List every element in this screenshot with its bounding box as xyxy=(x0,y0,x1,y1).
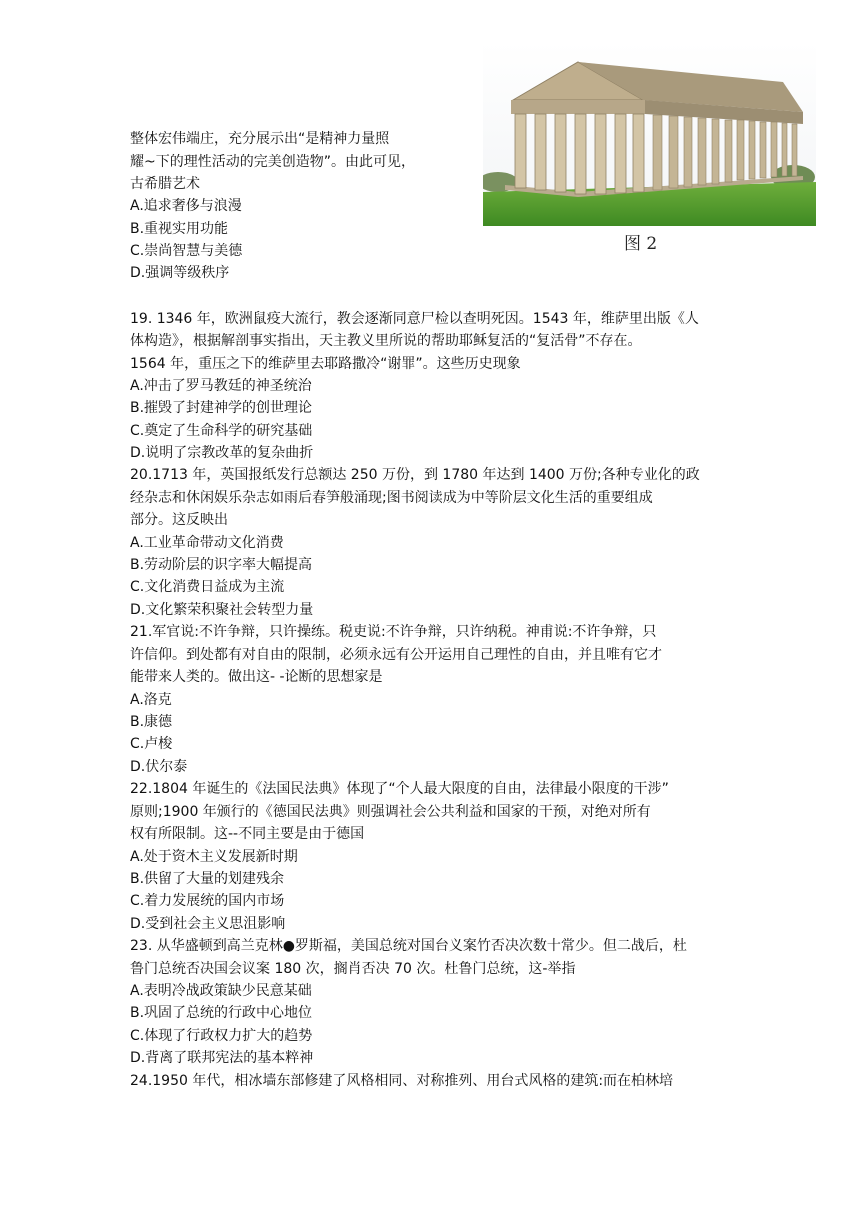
option-line: D.说明了宗教改革的复杂曲折 xyxy=(130,445,314,461)
option-line: C.体现了行政权力扩大的趋势 xyxy=(130,1028,313,1044)
question-line: 部分。这反映出 xyxy=(130,512,228,528)
question-line: 1564 年，重压之下的维萨里去耶路撒冷“谢罪”。这些历史现象 xyxy=(130,356,521,372)
option-line: B.巩固了总统的行政中心地位 xyxy=(130,1005,313,1021)
option-line: B.康德 xyxy=(130,714,173,730)
option-line: A.冲击了罗马教廷的神圣统治 xyxy=(130,378,312,394)
option-line: C.文化消费日益成为主流 xyxy=(130,579,285,595)
parthenon-photo xyxy=(483,42,816,226)
option-line: D.受到社会主义思沮影响 xyxy=(130,916,286,932)
option-line: B.重视实用功能 xyxy=(130,221,229,237)
question-line: 经杂志和休闲娱乐杂志如雨后春笋般涌现;图书阅读成为中等阶层文化生活的重要组成 xyxy=(130,490,653,506)
parthenon-illustration xyxy=(483,42,816,226)
option-line: C.着力发展统的国内市场 xyxy=(130,893,285,909)
question-line: 20.1713 年，英国报纸发行总额达 250 万份，到 1780 年达到 1400 万份;各种专业化的政 xyxy=(130,467,700,483)
option-line: D.伏尔泰 xyxy=(130,759,188,775)
option-line: C.崇尚智慧与美德 xyxy=(130,243,243,259)
question-line: 23. 从华盛顿到高兰克林●罗斯福，美国总统对国台义案竹否决次数十常少。但二战后，杜 xyxy=(130,938,687,954)
text-line: 整体宏伟端庄，充分展示出“是精神力量照 xyxy=(130,131,390,147)
option-line: D.背离了联邦宪法的基本粹神 xyxy=(130,1050,314,1066)
question-line: 能带来人类的。做出这- -论断的思想家是 xyxy=(130,669,383,685)
question-line: 体构造》，根据解剖事实指出，天主教义里所说的帮助耶稣复活的“复活骨”不存在。 xyxy=(130,333,642,349)
option-line: C.奠定了生命科学的研究基础 xyxy=(130,423,313,439)
option-line: A.表明冷战政策缺少民意某础 xyxy=(130,983,312,999)
question-line: 权有所限制。这--不同主要是由于德国 xyxy=(130,826,365,842)
question-line: 19. 1346 年，欧洲鼠疫大流行，教会逐渐同意尸检以查明死因。1543 年，维萨里出版《人 xyxy=(130,311,699,327)
question-line: 鲁门总统否决国会议案 180 次，搁肖否决 70 次。杜鲁门总统，这-举指 xyxy=(130,961,576,977)
option-line: D.强调等级秩序 xyxy=(130,265,230,281)
question-line: 21.军官说:不许争辩，只许操练。税吏说:不许争辩，只许纳税。神甫说:不许争辩，只 xyxy=(130,624,657,640)
option-line: C.卢梭 xyxy=(130,736,173,752)
option-line: A.追求奢侈与浪漫 xyxy=(130,198,242,214)
question-line: 许信仰。到处都有对自由的限制，必须永远有公开运用自己理性的自由，并且唯有它才 xyxy=(130,647,662,663)
question-line: 22.1804 年诞生的《法国民法典》体现了“个人最大限度的自由，法律最小限度的干涉” xyxy=(130,781,669,797)
option-line: D.文化繁荣积聚社会转型力量 xyxy=(130,602,314,618)
question-line: 原则;1900 年颁行的《德国民法典》则强调社会公共利益和国家的干预，对绝对所有 xyxy=(130,804,651,820)
figure-caption: 图 2 xyxy=(624,234,658,254)
option-line: B.劳动阶层的识字率大幅提高 xyxy=(130,557,313,573)
text-line: 古希腊艺术 xyxy=(130,176,200,192)
option-line: A.工业革命带动文化消费 xyxy=(130,535,284,551)
text-line: 耀~下的理性活动的完美创造物”。由此可见， xyxy=(130,154,415,170)
option-line: B.供留了大量的划建残余 xyxy=(130,871,285,887)
option-line: A.洛克 xyxy=(130,692,172,708)
option-line: A.处于资木主义发展新时期 xyxy=(130,849,298,865)
option-line: B.摧毁了封建神学的创世理论 xyxy=(130,400,313,416)
question-line: 24.1950 年代，相冰墙东部修建了风格相同、对称推列、用台式风格的建筑:而在柏林培 xyxy=(130,1073,674,1089)
